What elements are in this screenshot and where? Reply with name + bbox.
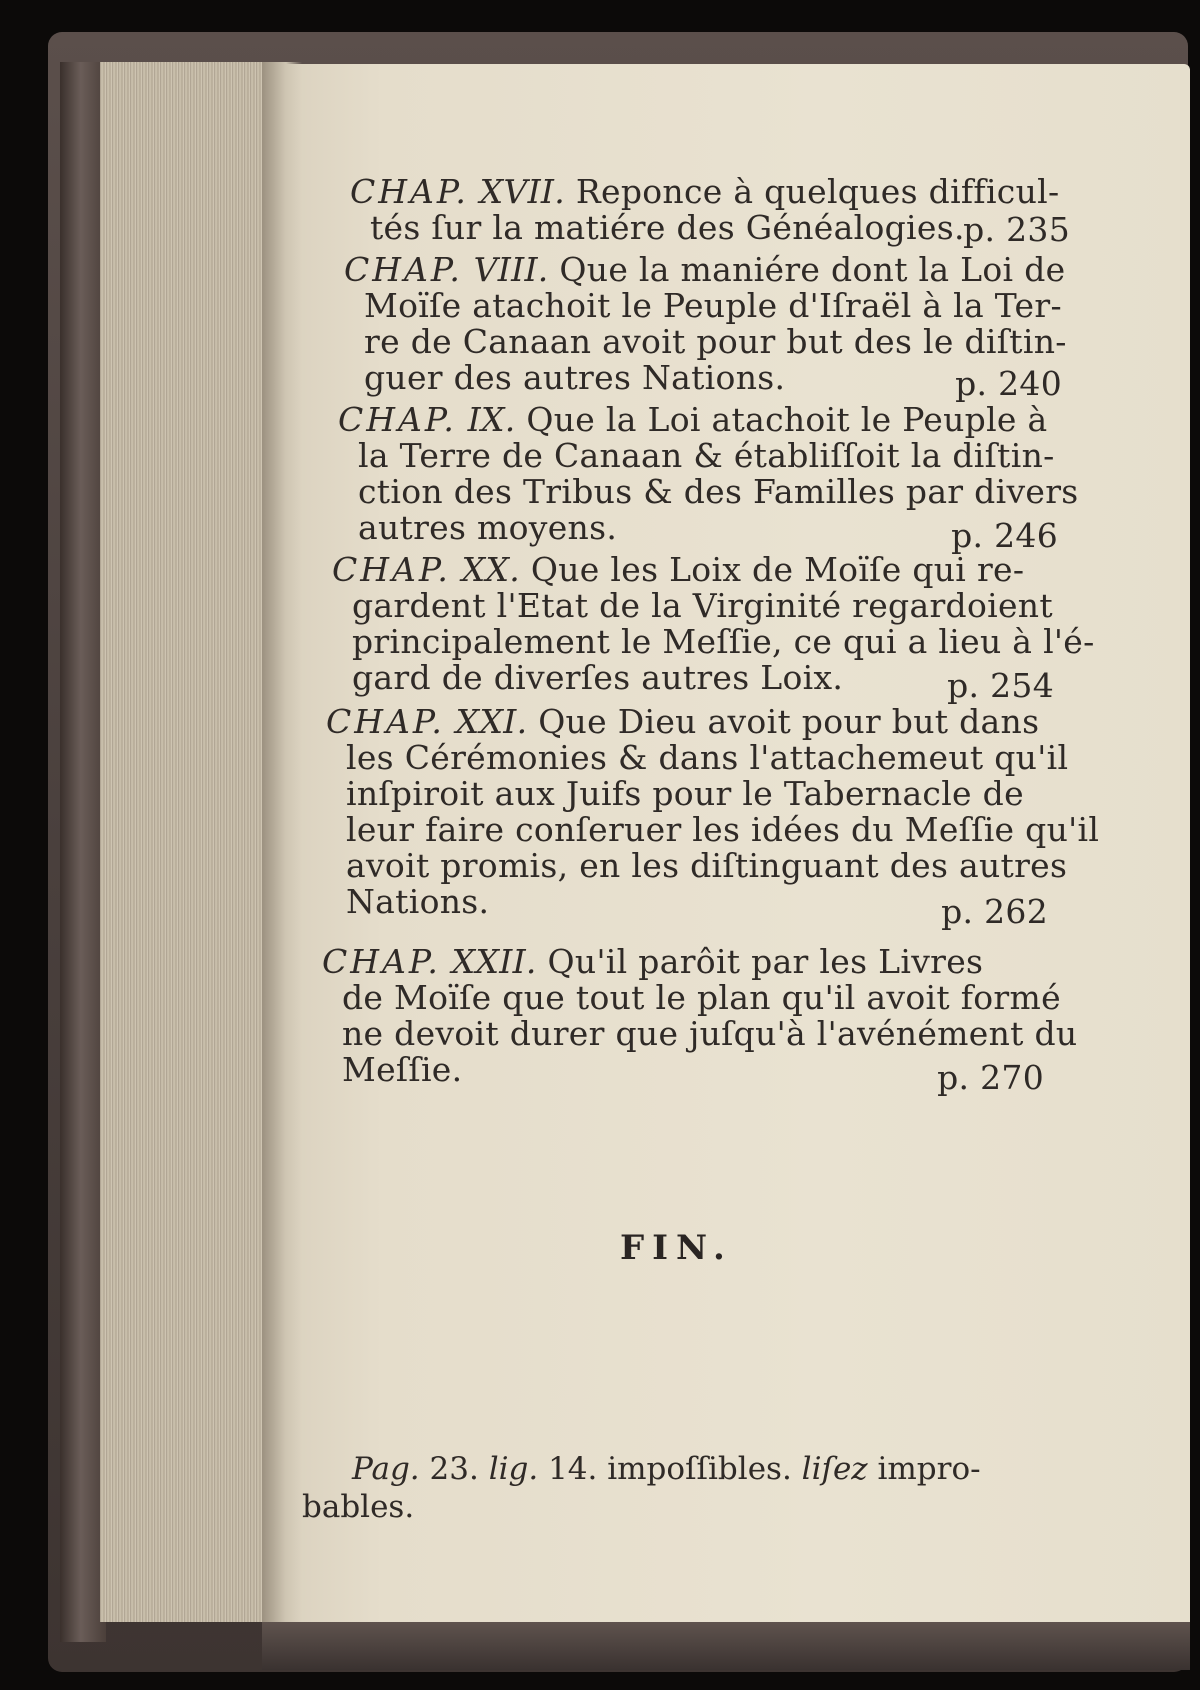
errata-note xyxy=(302,1450,981,1526)
chapter-number: VIII. xyxy=(473,250,549,289)
chapter-label: CHAP. xyxy=(350,172,469,211)
toc-entry-line: avoit promis, en les diſtinguant des autres xyxy=(346,846,1068,885)
errata-lisez: liſez xyxy=(801,1451,868,1487)
chapter-title-start: Que la maniére dont la Loi de xyxy=(559,250,1066,289)
page-gutter-shadow xyxy=(262,62,302,1622)
toc-entry-line: la Terre de Canaan & établiſſoit la diſtin- xyxy=(358,436,1055,475)
errata-correction-end: bables. xyxy=(302,1489,415,1525)
toc-entry-first-line xyxy=(332,552,1054,588)
chapter-title-start: Que la Loi atachoit le Peuple à xyxy=(526,400,1048,439)
page-reference: p. 254 xyxy=(947,666,1054,705)
chapter-number: XX. xyxy=(461,550,521,589)
chapter-number: IX. xyxy=(467,400,516,439)
toc-entry-line: tés ſur la matiére des Généalogies. xyxy=(370,208,965,247)
errata-pag-label: Pag. xyxy=(352,1451,420,1487)
chapter-label: CHAP. xyxy=(338,400,457,439)
errata-line-number: 14. xyxy=(548,1451,598,1487)
toc-entry-line: les Cérémonies & dans l'attachemeut qu'il xyxy=(346,738,1069,777)
toc-entry xyxy=(350,172,1070,249)
page-reference: p. 235 xyxy=(963,210,1070,249)
toc-entry-line: ne devoit durer que juſqu'à l'avénément du xyxy=(342,1014,1078,1053)
page-reference: p. 240 xyxy=(955,364,1062,403)
toc-entry-line: gard de diverſes autres Loix. xyxy=(352,658,844,697)
toc-entry xyxy=(332,550,1095,705)
toc-entry-line: Meſſie. xyxy=(342,1050,463,1089)
chapter-number: XXI. xyxy=(455,702,528,741)
page-reference: p. 262 xyxy=(941,892,1048,931)
toc-entry-line: Moïſe atachoit le Peuple d'Iſraël à la Ter- xyxy=(364,286,1062,325)
toc-entry-line: gardent l'Etat de la Virginité regardoient xyxy=(352,586,1053,625)
errata-wrong-word: impoſſibles. xyxy=(607,1451,792,1487)
toc-entry xyxy=(322,942,1078,1097)
errata-correction-start: impro- xyxy=(877,1451,981,1487)
page-text xyxy=(272,64,1190,1632)
chapter-label: CHAP. xyxy=(326,702,445,741)
chapter-label: CHAP. xyxy=(322,942,441,981)
errata-page-number: 23. xyxy=(429,1451,479,1487)
toc-entry-line: principalement le Meſſie, ce qui a lieu à l'é- xyxy=(352,622,1095,661)
chapter-label: CHAP. xyxy=(344,250,463,289)
chapter-title-start: Qu'il parôit par les Livres xyxy=(547,942,984,981)
toc-entry xyxy=(344,250,1067,403)
chapter-title-start: Que les Loix de Moïſe qui re- xyxy=(530,550,1025,589)
toc-entry xyxy=(338,400,1079,555)
chapter-number: XXII. xyxy=(451,942,537,981)
toc-entry-line: re de Canaan avoit pour but des le diſtin- xyxy=(364,322,1067,361)
toc-entry-first-line xyxy=(344,250,1066,289)
page-reference: p. 246 xyxy=(951,516,1058,555)
chapter-number: XVII. xyxy=(479,172,566,211)
toc-entry-first-line xyxy=(326,704,1048,740)
chapter-title-start: Reponce à quelques difficul- xyxy=(575,172,1060,211)
toc-entry-line: leur faire conſeruer les idées du Meſſie qu'il xyxy=(346,810,1100,849)
toc-entry-line: autres moyens. xyxy=(358,508,618,547)
cover-bottom-edge xyxy=(262,1622,1190,1670)
page-reference: p. 270 xyxy=(937,1058,1044,1097)
errata-line xyxy=(302,1450,981,1488)
page-edges xyxy=(100,62,275,1622)
toc-entry-line: Nations. xyxy=(346,882,490,921)
toc-entry-line: de Moïſe que tout le plan qu'il avoit formé xyxy=(342,978,1061,1017)
toc-entry-line: inſpiroit aux Juifs pour le Tabernacle de xyxy=(346,774,1024,813)
chapter-title-start: Que Dieu avoit pour but dans xyxy=(538,702,1040,741)
toc-entry xyxy=(326,702,1100,931)
chapter-label: CHAP. xyxy=(332,550,451,589)
toc-entry-first-line xyxy=(322,944,1044,980)
book-page xyxy=(272,64,1190,1632)
toc-entry-first-line xyxy=(350,174,1070,210)
fin-heading: FIN. xyxy=(620,1228,733,1268)
toc-entry-first-line xyxy=(338,402,1058,438)
toc-entry-line: guer des autres Nations. xyxy=(364,358,786,397)
toc-entry-line: ction des Tribus & des Familles par divers xyxy=(358,472,1079,511)
errata-lig-label: lig. xyxy=(488,1451,539,1487)
